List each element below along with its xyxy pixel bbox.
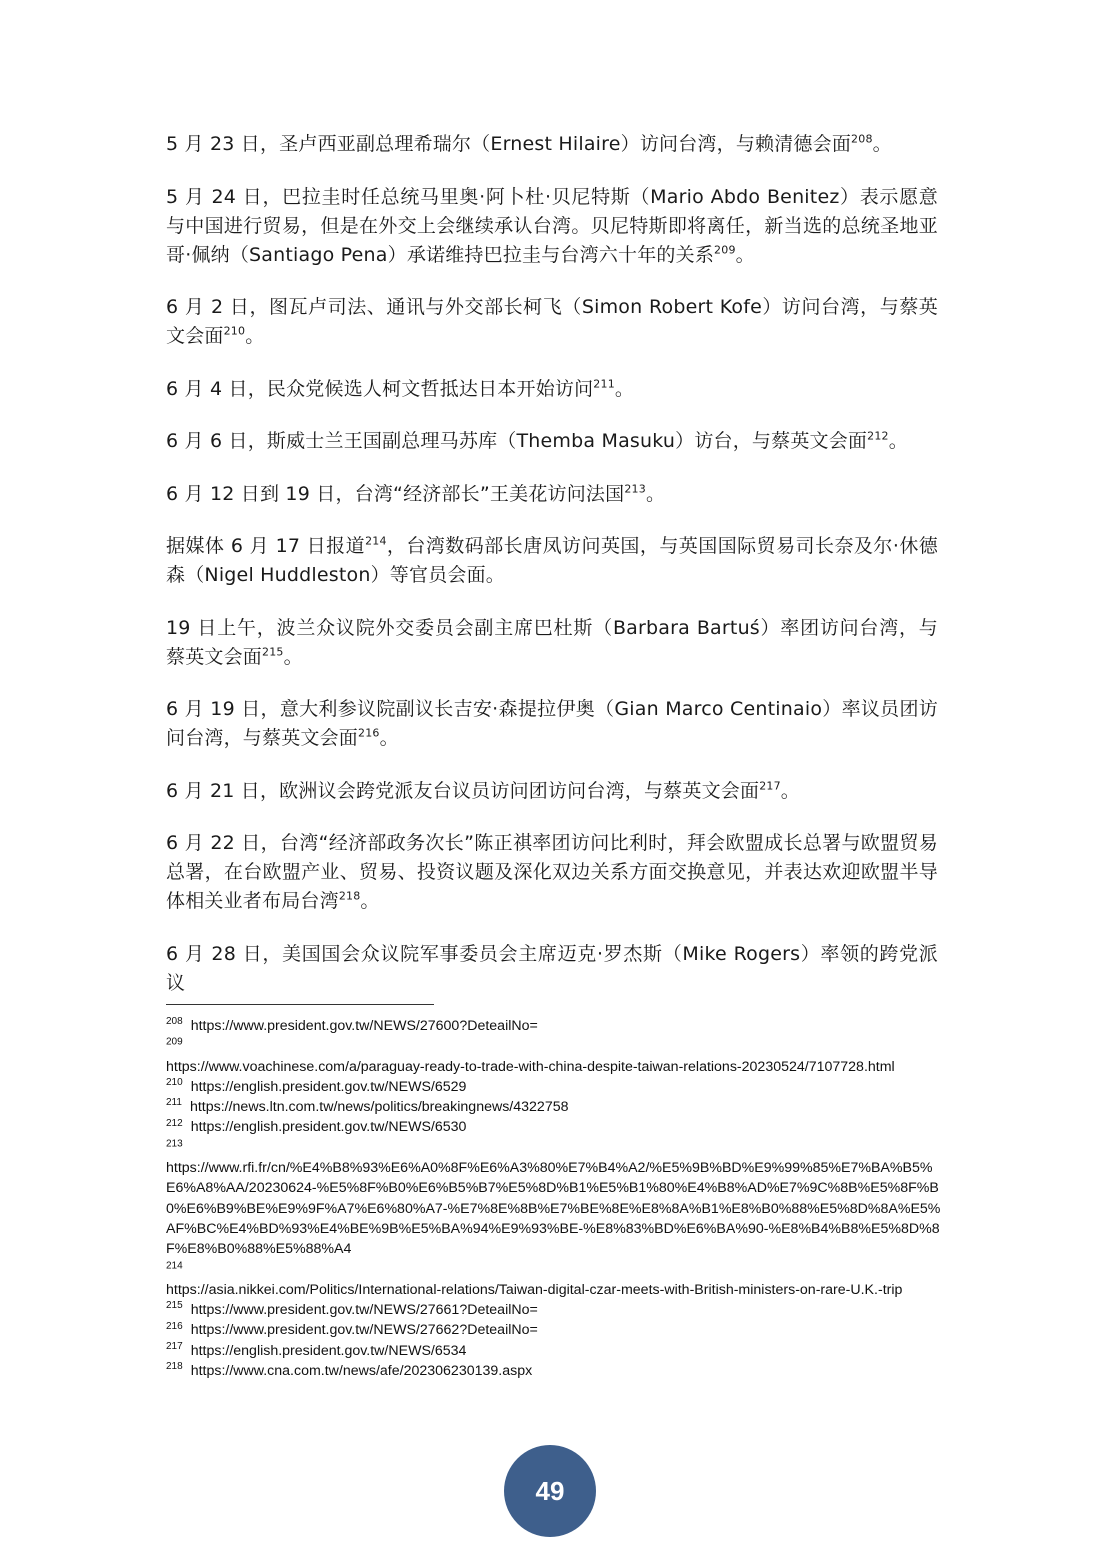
- footnote: [166, 1260, 941, 1301]
- footnote-link[interactable]: https://www.rfi.fr/cn/%E4%B8%93%E6%A0%8F%E6%A3%80%E7%B4%A2/%E5%9B%BD%E9%99%85%E7%BA%B5%E6%A8%AA/20230624-%E5%8F%B0%E6%B5%B7%E5%8D%B1%E5%B1%80%E4%B8%AD%E7%9C%8B%E5%8F%B0%E6%B9%BE%E9%9F%A7%E6%80%A7-%E7%8E%8B%E7%BE%8E%E8%8A%B1%E8%B0%88%E5%8D%8A%E5%AF%BC%E4%BD%93%E4%BE%9B%E5%BA%94%E9%93%BE-%E8%83%BD%E6%BA%90-%E8%B4%B8%E5%8D%8F%E8%B0%88%E5%88%A4: [166, 1160, 941, 1258]
- footnote: [166, 1320, 941, 1340]
- footnote-ref[interactable]: 213: [624, 482, 646, 496]
- footnote: [166, 1361, 941, 1381]
- footnote-number: 208: [166, 1016, 183, 1028]
- footnote: [166, 1138, 941, 1260]
- footnote: [166, 1077, 941, 1097]
- footnote-ref[interactable]: 217: [759, 779, 781, 793]
- main-text: [166, 130, 938, 1021]
- footnote-ref[interactable]: 208: [851, 132, 873, 146]
- footnote-ref[interactable]: 216: [358, 726, 380, 740]
- footnote-link[interactable]: https://news.ltn.com.tw/news/politics/breakingnews/4322758: [189, 1099, 569, 1116]
- paragraph: 5 月 23 日，圣卢西亚副总理希瑞尔（Ernest Hilaire）访问台湾，与赖清德会面$^{208}$。: [166, 132, 892, 155]
- footnote: [166, 1341, 941, 1361]
- paragraph: 6 月 12 日到 19 日，台湾“经济部长”王美花访问法国$^{213}$。: [166, 482, 666, 505]
- paragraph: 5 月 24 日，巴拉圭时任总统马里奥·阿卜杜·贝尼特斯（Mario Abdo Benitez）表示愿意与中国进行贸易，但是在外交上会继续承认台湾。贝尼特斯即将离任，新当选的总统圣地亚哥·佩纳（Santiago Pena）承诺维持巴拉圭与台湾六十年的关系$^{209}$。: [166, 185, 938, 266]
- footnote-number: 217: [166, 1341, 183, 1353]
- footnote-link[interactable]: https://www.president.gov.tw/NEWS/27662?DeteailNo=: [190, 1322, 538, 1339]
- paragraph: 6 月 2 日，图瓦卢司法、通讯与外交部长柯飞（Simon Robert Kofe）访问台湾，与蔡英文会面$^{210}$。: [166, 296, 938, 347]
- footnote: [166, 1300, 941, 1320]
- footnote-link[interactable]: https://asia.nikkei.com/Politics/International-relations/Taiwan-digital-czar-meets-with-British-ministers-on-rare-U.K.-trip: [166, 1281, 903, 1298]
- footnote-ref[interactable]: 214: [365, 534, 387, 548]
- footnote-ref[interactable]: 212: [867, 429, 889, 443]
- paragraph: 据媒体 6 月 17 日报道$^{214}$，台湾数码部长唐凤访问英国，与英国国际贸易司长奈及尔·休德森（Nigel Huddleston）等官员会面。: [166, 534, 938, 586]
- paragraph: 19 日上午，波兰众议院外交委员会副主席巴杜斯（Barbara Bartuś）率团访问台湾，与蔡英文会面$^{215}$。: [166, 616, 938, 668]
- footnote-link[interactable]: https://english.president.gov.tw/NEWS/6534: [190, 1342, 467, 1359]
- footnote-ref[interactable]: 218: [338, 889, 361, 903]
- footnote-ref[interactable]: 210: [223, 324, 246, 338]
- footnote-number: 211: [166, 1097, 182, 1109]
- paragraph: 6 月 19 日，意大利参议院副议长吉安·森提拉伊奥（Gian Marco Centinaio）率议员团访问台湾，与蔡英文会面$^{216}$。: [166, 698, 938, 749]
- footnote: [166, 1097, 941, 1117]
- footnote: [166, 1117, 941, 1137]
- footnote-ref[interactable]: 211: [593, 377, 615, 391]
- footnote-number: 209: [166, 1036, 183, 1048]
- footnote-ref[interactable]: 209: [714, 243, 736, 257]
- paragraph: 6 月 6 日，斯威士兰王国副总理马苏库（Themba Masuku）访台，与蔡英文会面$^{212}$。: [166, 429, 908, 452]
- footnote-link[interactable]: https://english.president.gov.tw/NEWS/6529: [190, 1078, 467, 1095]
- footnote-link[interactable]: https://www.voachinese.com/a/paraguay-ready-to-trade-with-china-despite-taiwan-relations-20230524/7107728.html: [166, 1058, 895, 1075]
- paragraph: 6 月 4 日，民众党候选人柯文哲抵达日本开始访问$^{211}$。: [166, 377, 635, 400]
- footnote-link[interactable]: https://www.president.gov.tw/NEWS/27600?DeteailNo=: [190, 1018, 538, 1034]
- footnote: [166, 1016, 941, 1036]
- footnote-number: 212: [166, 1117, 183, 1129]
- footnote: [166, 1036, 941, 1077]
- paragraph: 6 月 21 日，欧洲议会跨党派友台议员访问团访问台湾，与蔡英文会面$^{217}$。: [166, 779, 800, 802]
- footnote-number: 210: [166, 1077, 183, 1089]
- footnote-ref[interactable]: 215: [262, 645, 284, 659]
- footnote-number: 216: [166, 1320, 183, 1332]
- page-number: 49: [535, 1475, 565, 1506]
- paragraph: 6 月 22 日，台湾“经济部政务次长”陈正祺率团访问比利时，拜会欧盟成长总署与欧盟贸易总署，在台欧盟产业、贸易、投资议题及深化双边关系方面交换意见，并表达欢迎欧盟半导体相关业者布局台湾$^{218}$。: [166, 832, 938, 912]
- page-number-badge: [504, 1445, 596, 1537]
- footnote-number: 218: [166, 1361, 183, 1373]
- footnote-link[interactable]: https://english.president.gov.tw/NEWS/6530: [190, 1119, 467, 1136]
- footnote-divider: [166, 1004, 434, 1005]
- footnote-number: 215: [166, 1300, 183, 1312]
- paragraph: 6 月 28 日，美国国会众议院军事委员会主席迈克·罗杰斯（Mike Rogers）率领的跨党派议: [166, 942, 938, 994]
- footnote-link[interactable]: https://www.president.gov.tw/NEWS/27661?DeteailNo=: [190, 1302, 538, 1319]
- footnote-number: 213: [166, 1138, 183, 1150]
- footnotes: [166, 1016, 941, 1381]
- footnote-link[interactable]: https://www.cna.com.tw/news/afe/202306230139.aspx: [190, 1363, 533, 1380]
- footnote-number: 214: [166, 1259, 183, 1271]
